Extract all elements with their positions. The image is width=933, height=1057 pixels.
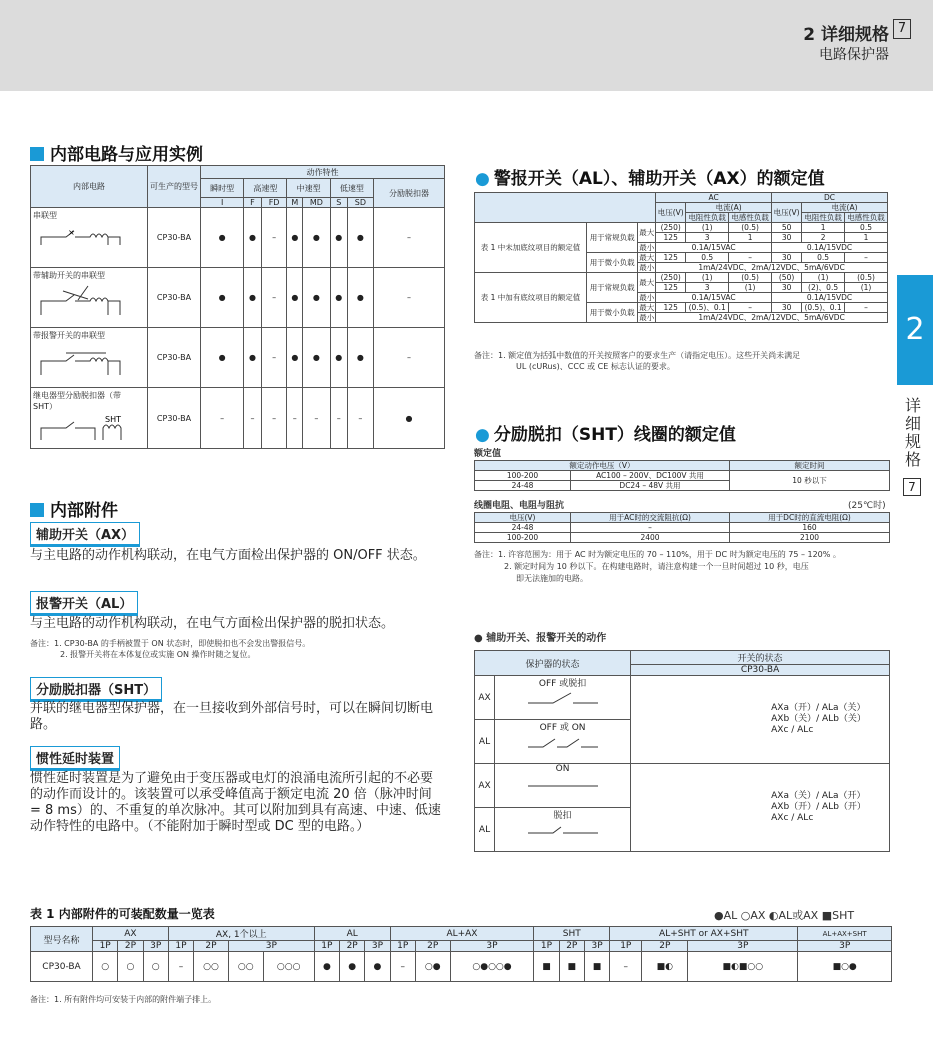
section-table1: 表 1 内部附件的可装配数量一览表 [30, 907, 215, 921]
page-number-box: 7 [893, 19, 911, 39]
sht-text: 并联的继电器型保护器，在一旦接收到外部信号时，可以在瞬间切断电路。 [30, 701, 434, 732]
sht-note-3: 即无法施加的电路。 [516, 574, 588, 583]
circuit-diagram-series [33, 221, 133, 251]
rating-note-2: UL (cURus)、CCC 或 CE 标志认证的要求。 [516, 362, 675, 371]
section-internal-circuit: 内部电路与应用实例 [30, 140, 203, 165]
sht-note-2: 2. 额定时间为 10 秒以下。在构建电路时，请注意构建一个一旦时间超过 10 秒，电压 [504, 562, 809, 571]
svg-text:×: × [68, 228, 75, 237]
sht-rated-label: 额定值 [474, 449, 502, 459]
ax-text: 与主电路的动作机构联动，在电气方面检出保护器的 ON/OFF 状态。 [30, 548, 426, 563]
sub-delay: 惯性延时装置 [30, 746, 120, 769]
table1-note: 备注：1. 所有附件均可安装于内部的附件端子排上。 [30, 995, 217, 1004]
section-alarm-rating: ● 警报开关（AL）、辅助开关（AX）的额定值 [475, 169, 825, 189]
sub-al: 报警开关（AL） [30, 591, 138, 614]
al-note-2: 2. 报警开关将在本体复位或实施 ON 操作时随之复位。 [60, 650, 256, 659]
chapter-subtitle: 电路保护器 [819, 47, 889, 63]
chapter-tab-label: 详细规格 [904, 396, 921, 469]
al-note-1: 备注：1. CP30-BA 的手柄被置于 ON 状态时，即使脱扣也不会发出警报信号。 [30, 639, 311, 648]
section-accessories: 内部附件 [30, 496, 118, 521]
sht-coil-label: 线圈电阻、电阻与阻抗 [474, 501, 565, 511]
sht-temp: (25℃时) [848, 501, 886, 511]
chapter-title: 2 详细规格 [803, 25, 889, 45]
chapter-tab-box: 7 [903, 478, 921, 496]
table1-legend: ●AL ○AX ◐AL或AX ■SHT [714, 909, 855, 922]
sht-rated-table: 额定动作电压（V） 额定时间 100-200 AC100 – 200V、DC100V 共用 10 秒以下 24-48 DC24 – 48V 共用 [474, 460, 890, 491]
section-action: ● 辅助开关、报警开关的动作 [474, 633, 607, 644]
circuit-diagram-aux [33, 281, 133, 321]
sub-ax: 辅助开关（AX） [30, 522, 140, 545]
rating-note-1: 备注：1. 额定值为括弧中数值的开关按照客户的要求生产（请指定电压）。这些开关尚未满足 [474, 351, 801, 360]
section-sht-rating: ● 分励脱扣（SHT）线圈的额定值 [475, 425, 736, 445]
svg-text:SHT: SHT [105, 415, 121, 424]
sht-note-1: 备注：1. 许容范围为：用于 AC 时为额定电压的 70 – 110%，用于 DC 时为额定电压的 75 – 120% 。 [474, 550, 841, 559]
action-table: 保护器的状态 开关的状态 CP30-BA AX OFF 或脱扣 AXa（开）/ ALa（关） AXb（关）/ ALb（关） AXc / ALc AL OFF 或 ON AX ON AXa（关）/ ALa（开） AXb（开）/ ALb（开） AXc / ALc AL 脱扣 [474, 650, 890, 852]
accessory-table: 型号名称 AX AX, 1个以上 AL AL+AX SHT AL+SHT or AX+SHT AL+AX+SHT 1P 2P 3P 1P 2P 3P 1P 2P 3P 1P 2P 3P 1P 2P 3P 1P 2P 3P 3P CP30-BA ○ ○ ○ – ○○ ○○ ○○○ ● ● ● – ○● ○●○○● ■ ■ ■ – ■◐ ■◐■○○ ■○● [30, 926, 892, 982]
al-text: 与主电路的动作机构联动，在电气方面检出保护器的脱扣状态。 [30, 616, 395, 631]
delay-text: 惯性延时装置是为了避免由于变压器或电灯的浪涌电流所引起的不必要的动作而设计的。该装置可以承受峰值高于额定电流 20 倍（脉冲时间 = 8 ms）的、不重复的单次脉冲。其可以附加到具有高速、中速、低速动作特性的电路中。（不能附加于瞬时型或 DC 型的电路。） [30, 771, 441, 834]
sub-sht: 分励脱扣器（SHT） [30, 677, 162, 700]
circuit-diagram-shunt [33, 412, 143, 444]
circuit-diagram-alarm [33, 341, 133, 381]
chapter-tab: 2 [897, 275, 933, 385]
circuit-table: 内部电路 可生产的型号 动作特性 瞬时型 高速型 中速型 低速型 分励脱扣器 I F FD M MD S SD 串联型 × CP30-BA ● ● – ● ● ● ● – 带辅助开关的串联型 CP30-BA ● ● – ● ● ● ● – 带报警开关的串联型 CP30-BA ● ● – ● ● ● ● – 继电器型分励脱扣器（带 SHT） SHT CP30-BA – – – – – – – ● [30, 165, 445, 449]
sht-coil-table: 电压(V) 用于AC时的交流阻抗(Ω) 用于DC时的直流电阻(Ω) 24-48 – 160 100-200 2400 2100 [474, 512, 890, 543]
page-header [0, 0, 933, 91]
rating-table: AC DC 电压(V) 电流(A) 电压(V) 电流(A) 电阻性负载 电感性负载 电阻性负载 电感性负载 表 1 中未加底纹项目的额定值 用于常规负载 最大 (250) (1) (0.5) 50 1 0.5 125 3 1 30 2 1 最小 0.1A/15VAC 0.1A/15VDC 用于微小负载 最大 125 0.5 – 30 0.5 – 最小 1mA/24VDC、2mA/12VDC、5mA/6VDC 表 1 中加有底纹项目的额定值 用于常规负载 最大 (250) (1) (0.5) (50) (1) (0.5) 125 3 (1) 30 (2)、0.5 (1) 最小 0.1A/15VAC 0.1A/15VDC 用于微小负载 最大 125 (0.5)、0.1 – 30 (0.5)、0.1 – 最小 1mA/24VDC、2mA/12VDC、5mA/6VDC [474, 192, 888, 323]
